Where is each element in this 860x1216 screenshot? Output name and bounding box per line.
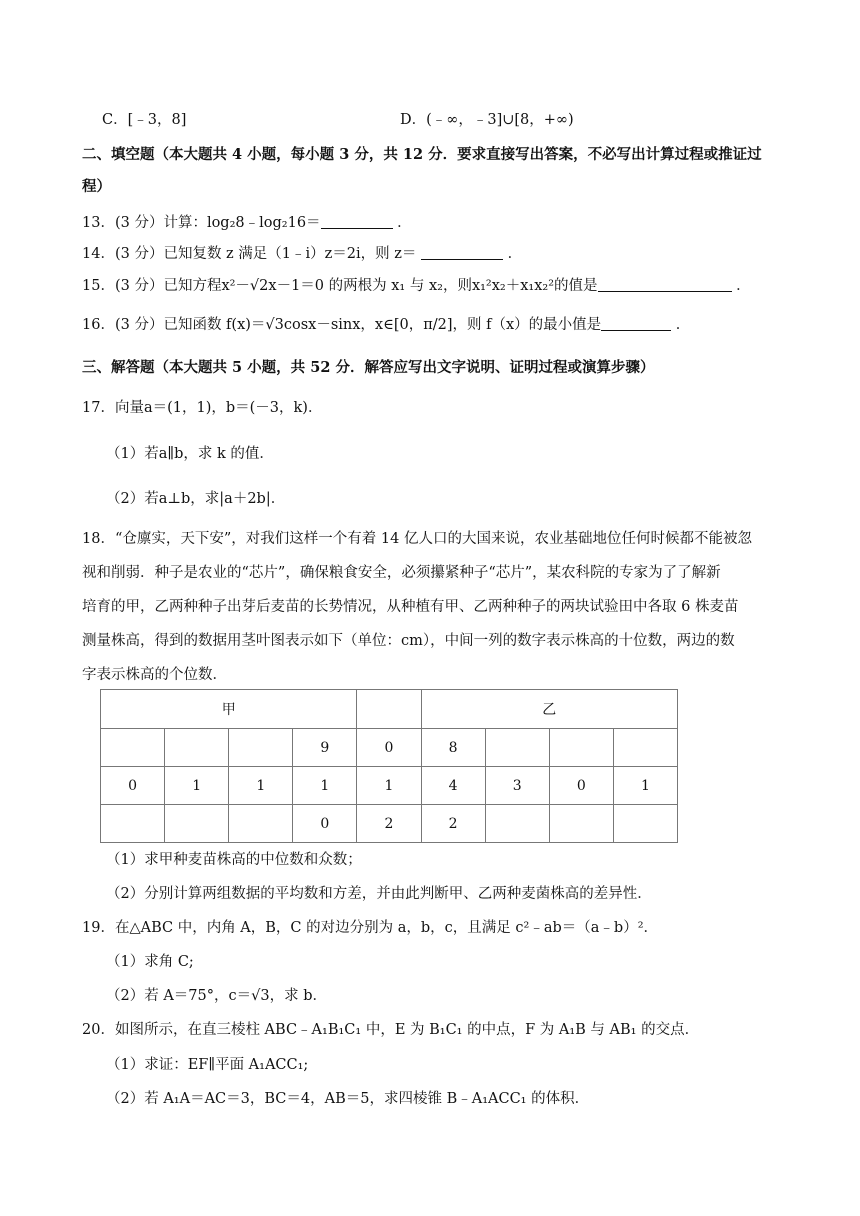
table-cell: 4	[421, 767, 485, 805]
table-row	[101, 729, 678, 767]
option-c: C．[﹣3，8]	[102, 112, 187, 128]
answer-blank-16	[601, 316, 671, 331]
question-18-part-2: （2）分别计算两组数据的平均数和方差，并由此判断甲、乙两种麦菌株高的差异性．	[106, 886, 652, 902]
question-14	[82, 244, 522, 264]
question-16-end: ．	[675, 317, 691, 333]
table-cell: 0	[549, 767, 613, 805]
question-16-text: 16．(3 分）已知函数 f(x)＝√3cosx－sinx，x∈[0，π/2]，则 f（x）的最小值是	[82, 317, 602, 333]
table-row	[101, 805, 678, 843]
question-17-part-2: （2）若a⊥b，求|a＋2b|．	[106, 491, 286, 507]
section-2-heading-line1: 二、填空题（本大题共 4 小题，每小题 3 分，共 12 分．要求直接写出答案，不必写出计算过程或推证过	[82, 146, 762, 163]
question-15-text: 15．(3 分）已知方程x²－√2x－1＝0 的两根为 x₁ 与 x₂，则x₁²x₂＋x₁x₂²的值是	[82, 278, 598, 294]
question-14-end: ．	[507, 246, 523, 262]
table-cell	[229, 729, 293, 767]
table-cell: 2	[421, 805, 485, 843]
question-18-line-1: 18．“仓廪实，天下安”，对我们这样一个有着 14 亿人口的大国来说，农业基础地位任何时候都不能被忽	[82, 531, 752, 547]
header-jia: 甲	[101, 690, 357, 729]
question-18-line-4: 测量株高，得到的数据用茎叶图表示如下（单位：cm），中间一列的数字表示株高的十位数，两边的数	[82, 633, 735, 649]
question-17-stem: 17．向量a＝(1，1)，b＝(－3，k)．	[82, 400, 323, 416]
table-header-row	[101, 690, 678, 729]
table-cell	[229, 805, 293, 843]
table-cell: 1	[613, 767, 677, 805]
table-cell	[485, 805, 549, 843]
question-13-text: 13．(3 分）计算：log₂8﹣log₂16＝	[82, 215, 321, 231]
question-18-line-5: 字表示株高的个位数．	[82, 667, 227, 683]
question-19-stem: 19．在△ABC 中，内角 A，B，C 的对边分别为 a，b，c，且满足 c²﹣ab＝（a﹣b）²．	[82, 920, 659, 936]
question-19-part-1: （1）求角 C;	[106, 954, 194, 970]
option-d: D．(﹣∞，﹣3]∪[8，+∞)	[400, 112, 574, 128]
section-2-heading-line2: 程）	[82, 178, 111, 195]
question-20-stem: 20．如图所示，在直三棱柱 ABC﹣A₁B₁C₁ 中，E 为 B₁C₁ 的中点，F 为 A₁B 与 AB₁ 的交点．	[82, 1022, 700, 1038]
answer-blank-15	[598, 277, 732, 292]
table-row	[101, 767, 678, 805]
answer-blank-13	[321, 214, 393, 229]
stem-leaf-table	[100, 689, 678, 843]
question-14-text: 14．(3 分）已知复数 z 满足（1﹣i）z＝2i，则 z＝	[82, 246, 417, 262]
question-20-part-2: （2）若 A₁A＝AC＝3，BC＝4，AB＝5，求四棱锥 B﹣A₁ACC₁ 的体积．	[106, 1091, 590, 1107]
question-18-part-1: （1）求甲种麦苗株高的中位数和众数；	[106, 852, 362, 868]
table-cell	[613, 805, 677, 843]
table-cell: 1	[229, 767, 293, 805]
question-15	[82, 276, 751, 296]
table-cell: 1	[293, 767, 357, 805]
question-16	[82, 315, 690, 335]
table-cell: 2	[357, 805, 421, 843]
table-cell: 3	[485, 767, 549, 805]
answer-blank-14	[421, 245, 503, 260]
header-yi: 乙	[421, 690, 677, 729]
question-17-part-1: （1）若a∥b，求 k 的值．	[106, 446, 274, 462]
question-18-line-3: 培育的甲，乙两种种子出芽后麦苗的长势情况，从种植有甲、乙两种种子的两块试验田中各取 6 株麦苗	[82, 599, 739, 615]
table-cell	[549, 729, 613, 767]
question-15-end: ．	[736, 278, 751, 294]
table-cell	[101, 805, 165, 843]
table-cell: 0	[293, 805, 357, 843]
table-cell	[165, 805, 229, 843]
table-cell	[485, 729, 549, 767]
table-cell: 9	[293, 729, 357, 767]
question-19-part-2: （2）若 A＝75°，c＝√3，求 b．	[106, 988, 327, 1004]
question-20-part-1: （1）求证：EF∥平面 A₁ACC₁;	[106, 1057, 309, 1073]
header-stem	[357, 690, 421, 729]
question-13-end: ．	[397, 215, 412, 231]
table-cell: 0	[357, 729, 421, 767]
table-cell	[101, 729, 165, 767]
table-cell: 8	[421, 729, 485, 767]
table-cell: 0	[101, 767, 165, 805]
table-cell	[613, 729, 677, 767]
section-3-heading: 三、解答题（本大题共 5 小题，共 52 分．解答应写出文字说明、证明过程或演算步骤）	[82, 359, 655, 376]
table-cell	[549, 805, 613, 843]
table-cell	[165, 729, 229, 767]
table-cell: 1	[357, 767, 421, 805]
table-cell: 1	[165, 767, 229, 805]
question-18-line-2: 视和削弱．种子是农业的“芯片”，确保粮食安全，必须攥紧种子“芯片”，某农科院的专家为了了解新	[82, 565, 721, 581]
question-13	[82, 213, 412, 233]
